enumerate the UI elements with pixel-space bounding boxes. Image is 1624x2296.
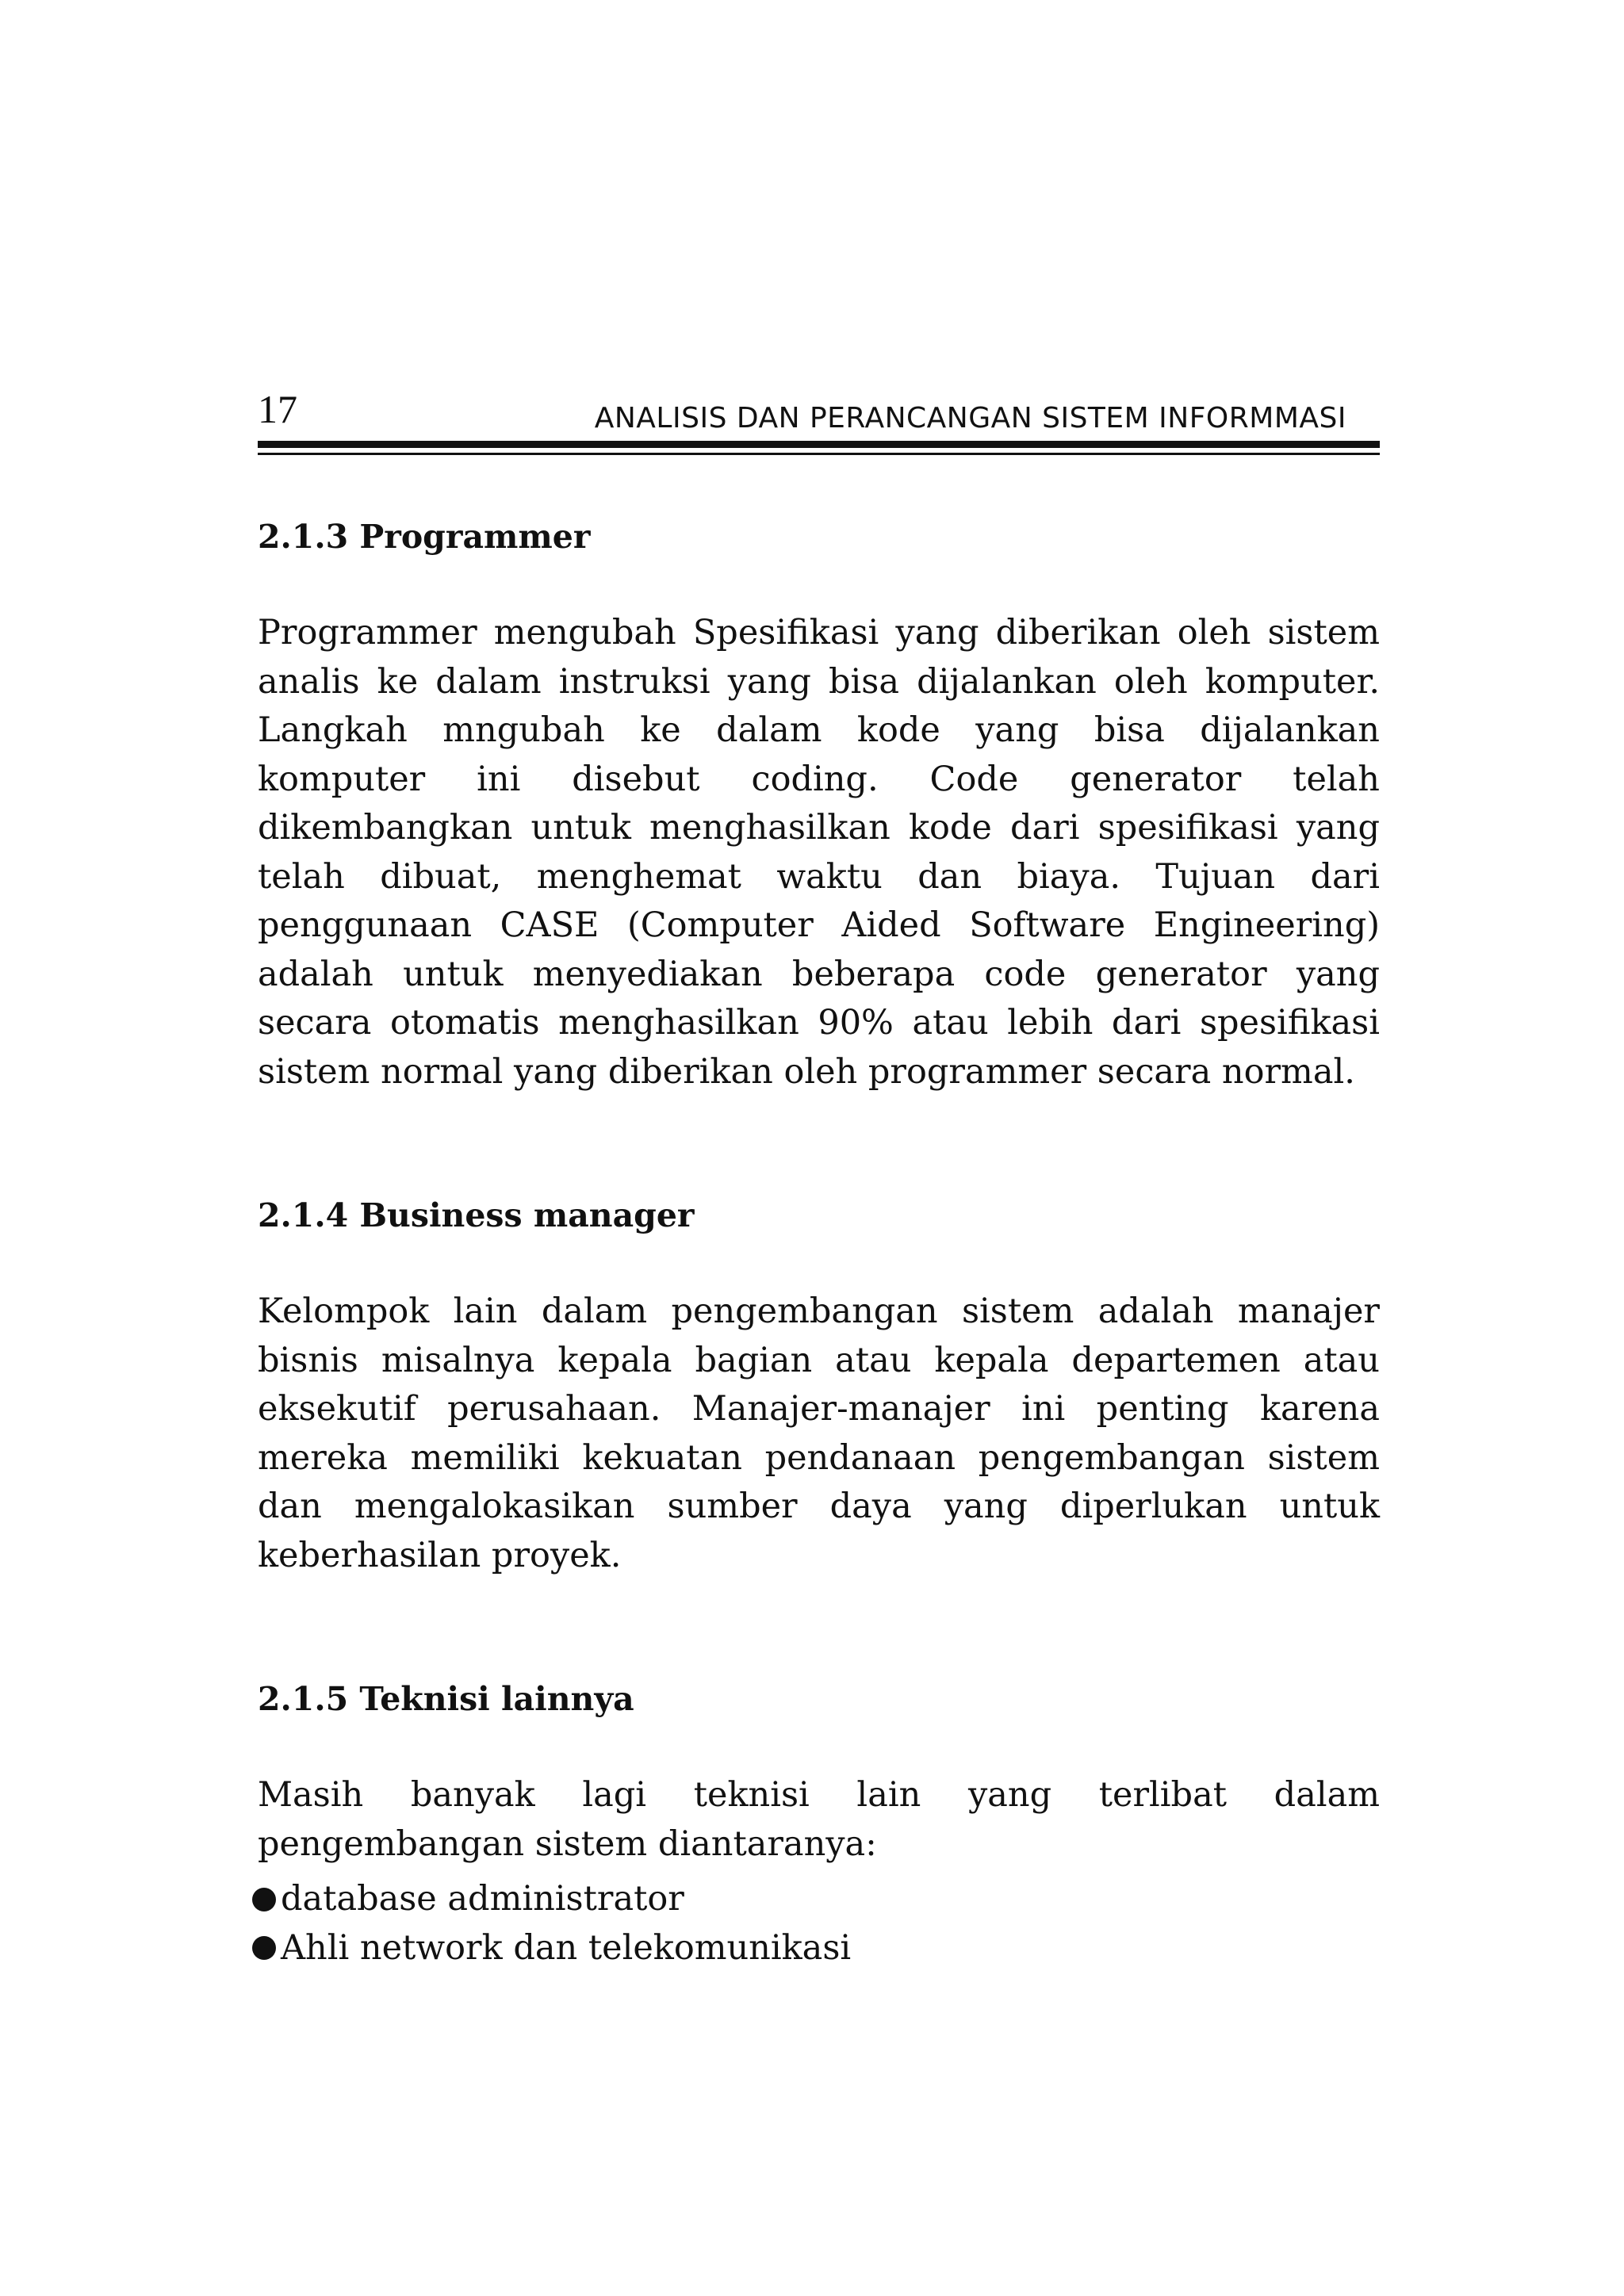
page-header (258, 387, 1380, 434)
page-number: 17 (258, 387, 297, 431)
section-heading-programmer: 2.1.3 Programmer (258, 518, 591, 556)
bullet-list (252, 1875, 851, 1973)
paragraph-business-manager (258, 1288, 1380, 1580)
paragraph-line: Kelompok lain dalam pengembangan sistem adalah manajer (258, 1292, 1380, 1331)
paragraph-line: adalah untuk menyediakan beberapa code generator yang (258, 954, 1380, 994)
bullet-item (252, 1875, 851, 1924)
running-title: ANALISIS DAN PERANCANGAN SISTEM INFORMMASI (594, 402, 1346, 434)
paragraph-line: telah dibuat, menghemat waktu dan biaya. Tujuan dari (258, 856, 1380, 897)
paragraph-teknisi-lainnya (258, 1771, 1380, 1869)
paragraph-line: Programmer mengubah Spesifikasi yang diberikan oleh sistem (258, 613, 1380, 652)
paragraph-line: dikembangkan untuk menghasilkan kode dari spesifikasi yang (258, 808, 1380, 848)
bullet-text: database administrator (281, 1879, 684, 1919)
paragraph-line: secara otomatis menghasilkan 90% atau lebih dari spesifikasi (258, 1003, 1380, 1043)
paragraph-line: sistem normal yang diberikan oleh programmer secara normal. (258, 1051, 1355, 1092)
bullet-item (252, 1924, 851, 1973)
paragraph-line: pengembangan sistem diantaranya: (258, 1823, 877, 1864)
paragraph-line: eksekutif perusahaan. Manajer-manajer ini penting karena (258, 1389, 1380, 1429)
paragraph-line: dan mengalokasikan sumber daya yang diperlukan untuk (258, 1487, 1380, 1526)
bullet-dot-icon (252, 1888, 276, 1911)
header-rule-thin (258, 453, 1380, 455)
paragraph-line: komputer ini disebut coding. Code generator telah (258, 759, 1380, 799)
paragraph-line: bisnis misalnya kepala bagian atau kepala departemen atau (258, 1340, 1380, 1380)
bullet-dot-icon (252, 1936, 276, 1960)
section-heading-business-manager: 2.1.4 Business manager (258, 1196, 695, 1234)
section-heading-teknisi-lainnya: 2.1.5 Teknisi lainnya (258, 1680, 634, 1718)
paragraph-line: analis ke dalam instruksi yang bisa dijalankan oleh komputer. (258, 661, 1380, 702)
paragraph-programmer (258, 609, 1380, 1096)
paragraph-line: mereka memiliki kekuatan pendanaan pengembangan sistem (258, 1437, 1380, 1478)
header-rule-thick (258, 441, 1380, 448)
paragraph-line: Langkah mngubah ke dalam kode yang bisa dijalankan (258, 710, 1380, 750)
paragraph-line: keberhasilan proyek. (258, 1535, 622, 1575)
bullet-text: Ahli network dan telekomunikasi (281, 1927, 852, 1968)
paragraph-line: penggunaan CASE (Computer Aided Software Engineering) (258, 905, 1380, 945)
paragraph-line: Masih banyak lagi teknisi lain yang terlibat dalam (258, 1775, 1380, 1815)
